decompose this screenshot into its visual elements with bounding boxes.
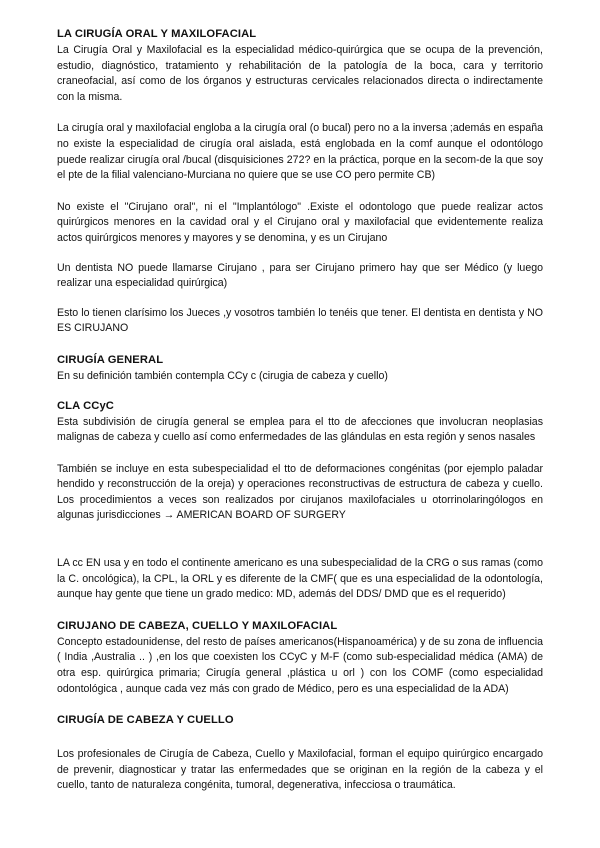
paragraph-cirujano-concepto: Concepto estadounidense, del resto de países americanos(Hispanoamérica) y de su zona de influencia ( India ,Australia .. ) ,en los que coexisten los CCyC y M-F (como sub-especialidad médica (AMA) de otra esp. quirúrgica primaria; Cirugía general ,plástica u orl ) con los COMF (como especialidad odontológica , aunque cada vez más con grado de Médico, pero es una especialidad de la ADA) (57, 635, 543, 695)
heading-cirugia-oral-maxilofacial: LA CIRUGÍA ORAL Y MAXILOFACIAL (57, 28, 257, 40)
paragraph-ccyc-usa: LA cc EN usa y en todo el continente americano es una subespecialidad de la CRG o sus ramas (como la C. oncológica), la CPL, la ORL y es diferente de la CMF( que es una especialidad de la odontología, aunque hay gente que tiene un grado medico: MD, además del DDS/ DMD que es el requerido) (57, 557, 543, 601)
heading-cirujano-cabeza-cuello-maxilofacial: CIRUJANO DE CABEZA, CUELLO Y MAXILOFACIAL (57, 619, 338, 632)
paragraph-general-definition: En su definición también contempla CCy c (cirugia de cabeza y cuello) (57, 369, 388, 382)
document-body (57, 27, 543, 794)
paragraph-oral-engloba: La cirugía oral y maxilofacial engloba a la cirugía oral (o bucal) pero no a la inversa ;además en españa no existe la especialidad de cirugía oral aislada, está englobada en la comf aunque el odontólogo puede realizar cirugía oral /bucal (disquisiciones 272? en la práctica, porque en la secom-de la que soy el pte de la filial valenciano-Murciana no quiere que se use CO pero permite CB) (57, 122, 543, 182)
paragraph-ccyc-subdivision: Esta subdivisión de cirugía general se emplea para el tto de afecciones que involucran neoplasias malignas de cabeza y cuello así como enfermedades de las glándulas en esta región y senos nasales (57, 415, 543, 444)
paragraph-oral-definition: La Cirugía Oral y Maxilofacial es la especialidad médico-quirúrgica que se ocupa de la prevención, estudio, diagnóstico, tratamiento y rehabilitación de la patología de la boca, cara y territorio craneofacial, así como de los órganos y estructuras cervicales relacionados directa o indirectamente con la misma. (57, 44, 543, 103)
heading-cirugia-general: CIRUGÍA GENERAL (57, 353, 164, 366)
paragraph-oral-dentista: Un dentista NO puede llamarse Cirujano , para ser Cirujano primero hay que ser Médico (y luego realizar una especialidad quirúrgica) (57, 261, 543, 290)
paragraph-cabeza-profesionales: Los profesionales de Cirugía de Cabeza, Cuello y Maxilofacial, forman el equipo quirúrgico encargado de prevenir, diagnosticar y tratar las enfermedades que se originan en la región de la cabeza y el cuello, tanto de naturaleza congénita, tumoral, degenerativa, infecciosa o traumática. (57, 748, 543, 792)
heading-cirugia-cabeza-cuello: CIRUGÍA DE CABEZA Y CUELLO (57, 714, 234, 727)
paragraph-ccyc-deformaciones: También se incluye en esta subespecialidad el tto de deformaciones congénitas (por ejemplo paladar hendido y reconstrucción de la oreja) y operaciones reconstructivas de estructura de cabeza y cuello. Los procedimientos a veces son realizados por cirujanos maxilofaciales u otorrinolaringólogos en algunas jurisdicciones → AMERICAN BOARD OF SURGERY (57, 462, 543, 522)
paragraph-oral-no-existe: No existe el "Cirujano oral", ni el "Implantólogo" .Existe el odontologo que puede realizar actos quirúrgicos menores en la cavidad oral y el Cirujano oral y maxilofacial que evidentemente realiza actos quirúrgicos menores y mayores y se denomina, y es un Cirujano (57, 200, 543, 244)
paragraph-oral-jueces: Esto lo tienen clarísimo los Jueces ,y vosotros también lo tenéis que tener. El dentista en dentista y NO ES CIRUJANO (57, 306, 543, 335)
heading-cla-ccyc: CLA CCyC (57, 399, 114, 412)
